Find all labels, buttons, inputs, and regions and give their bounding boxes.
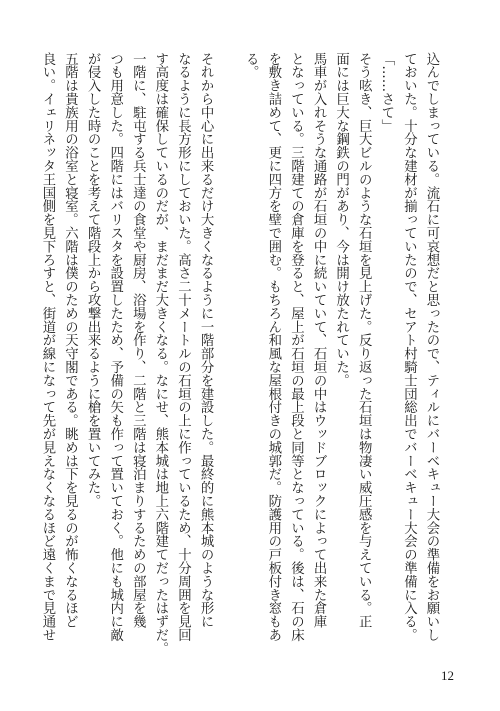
text-line: つも用意した。四階にはバリスタを設置したため、予備の矢も作って置いておく。他にも城内に敵 (107, 52, 123, 642)
text-line: ておいた。十分な建材が揃っていたので、セアト村騎士団総出でバーベキュー大会の準備に入る。 (401, 52, 417, 642)
text-line: なるように長方形にしておいた。高さ二十メートルの石垣の上に作っているため、十分周囲を見回 (175, 52, 191, 642)
text-line: す高度は確保しているのだが、まだまだ大きくなる。なにせ、熊本城は地上六階建てだったはずだ。 (152, 52, 168, 655)
text-line: を敷き詰めて、更に四方を壁で囲む。もちろん和風な屋根付きの城郭だ。防護用の戸板付き窓もあ (265, 52, 281, 642)
text-line: そう呟き、巨大ビルのような石垣を見上げた。反り返った石垣は物凄い威圧感を与えている。正 (356, 52, 372, 629)
text-line: となっている。三階建ての倉庫を登ると、屋上が石垣の最上段と同等となっている。後は、石の床 (288, 52, 304, 642)
text-line: 「……さて」 (378, 52, 394, 133)
text-line: 込んでしまっている。流石に可哀想だと思ったので、ティルにバーベキュー大会の準備をお願いし (424, 52, 439, 642)
text-line: る。 (243, 52, 259, 79)
page-number: 12 (441, 668, 454, 683)
text-line: 五階は貴族用の浴室と寝室。六階は僕のための天守閣である。眺めは下を見るのが怖くなるほど (62, 52, 78, 629)
text-line: それから中心に出来るだけ大きくなるように一階部分を建設した。最終的に熊本城のような形に (198, 52, 214, 629)
text-line: 馬車が入れそうな通路が石垣の中に続いていて、石垣の中はウッドブロックによって出来た倉庫 (311, 52, 327, 629)
blank-line (216, 52, 239, 650)
vertical-text-block (39, 52, 442, 655)
text-line: が侵入した時のことを考えて階段上から攻撃出来るように槍を置いてみた。 (85, 52, 101, 508)
text-line: 面には巨大な鋼鉄の門があり、今は開け放たれていた。 (333, 52, 349, 387)
text-line: 一階に、駐屯する兵士達の食堂や厨房、浴場を作り、二階と三階は寝泊まりするための部屋を幾 (130, 52, 146, 629)
text-line: 良い。イェリネッタ王国側を見下ろすと、街道が線になって先が見えなくなるほど遠くまで見通せ (39, 52, 55, 642)
